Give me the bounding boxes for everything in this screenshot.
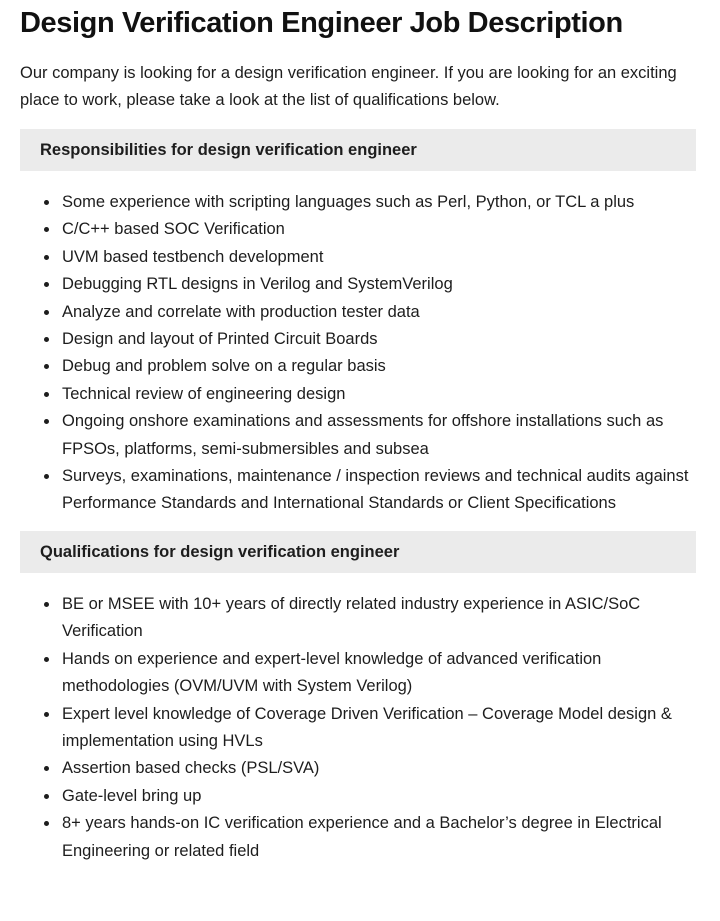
list-item: • Debug and problem solve on a regular basis	[60, 353, 696, 380]
list-item: • C/C++ based SOC Verification	[60, 216, 696, 243]
list-item: • Expert level knowledge of Coverage Driven Verification – Coverage Model design & implementation using HVLs	[60, 701, 696, 756]
section-heading: Responsibilities for design verification engineer	[20, 129, 696, 171]
list-item: • Hands on experience and expert-level knowledge of advanced verification methodologies (OVM/UVM with System Verilog)	[60, 646, 696, 701]
list-item: • BE or MSEE with 10+ years of directly related industry experience in ASIC/SoC Verification	[60, 591, 696, 646]
sections	[20, 129, 696, 865]
list-item: • Analyze and correlate with production tester data	[60, 299, 696, 326]
list-item: • Design and layout of Printed Circuit Boards	[60, 326, 696, 353]
list-item: • Gate-level bring up	[60, 783, 696, 810]
list-item: • Technical review of engineering design	[60, 381, 696, 408]
bullet-list	[20, 189, 696, 518]
list-item: • Assertion based checks (PSL/SVA)	[60, 755, 696, 782]
list-item: • Debugging RTL designs in Verilog and SystemVerilog	[60, 271, 696, 298]
list-item: • Some experience with scripting languages such as Perl, Python, or TCL a plus	[60, 189, 696, 216]
list-item: • Surveys, examinations, maintenance / inspection reviews and technical audits against Performance Standards and International Standards or Client Specifications	[60, 463, 696, 518]
intro-paragraph: Our company is looking for a design verification engineer. If you are looking for an exciting place to work, please take a look at the list of qualifications below.	[20, 64, 677, 109]
list-item: • Ongoing onshore examinations and assessments for offshore installations such as FPSOs, platforms, semi-submersibles and subsea	[60, 408, 696, 463]
bullet-list	[20, 591, 696, 865]
list-item: • 8+ years hands-on IC verification experience and a Bachelor’s degree in Electrical Engineering or related field	[60, 810, 696, 865]
section-heading: Qualifications for design verification engineer	[20, 531, 696, 573]
page-title: Design Verification Engineer Job Description	[20, 7, 623, 39]
list-item: • UVM based testbench development	[60, 244, 696, 271]
